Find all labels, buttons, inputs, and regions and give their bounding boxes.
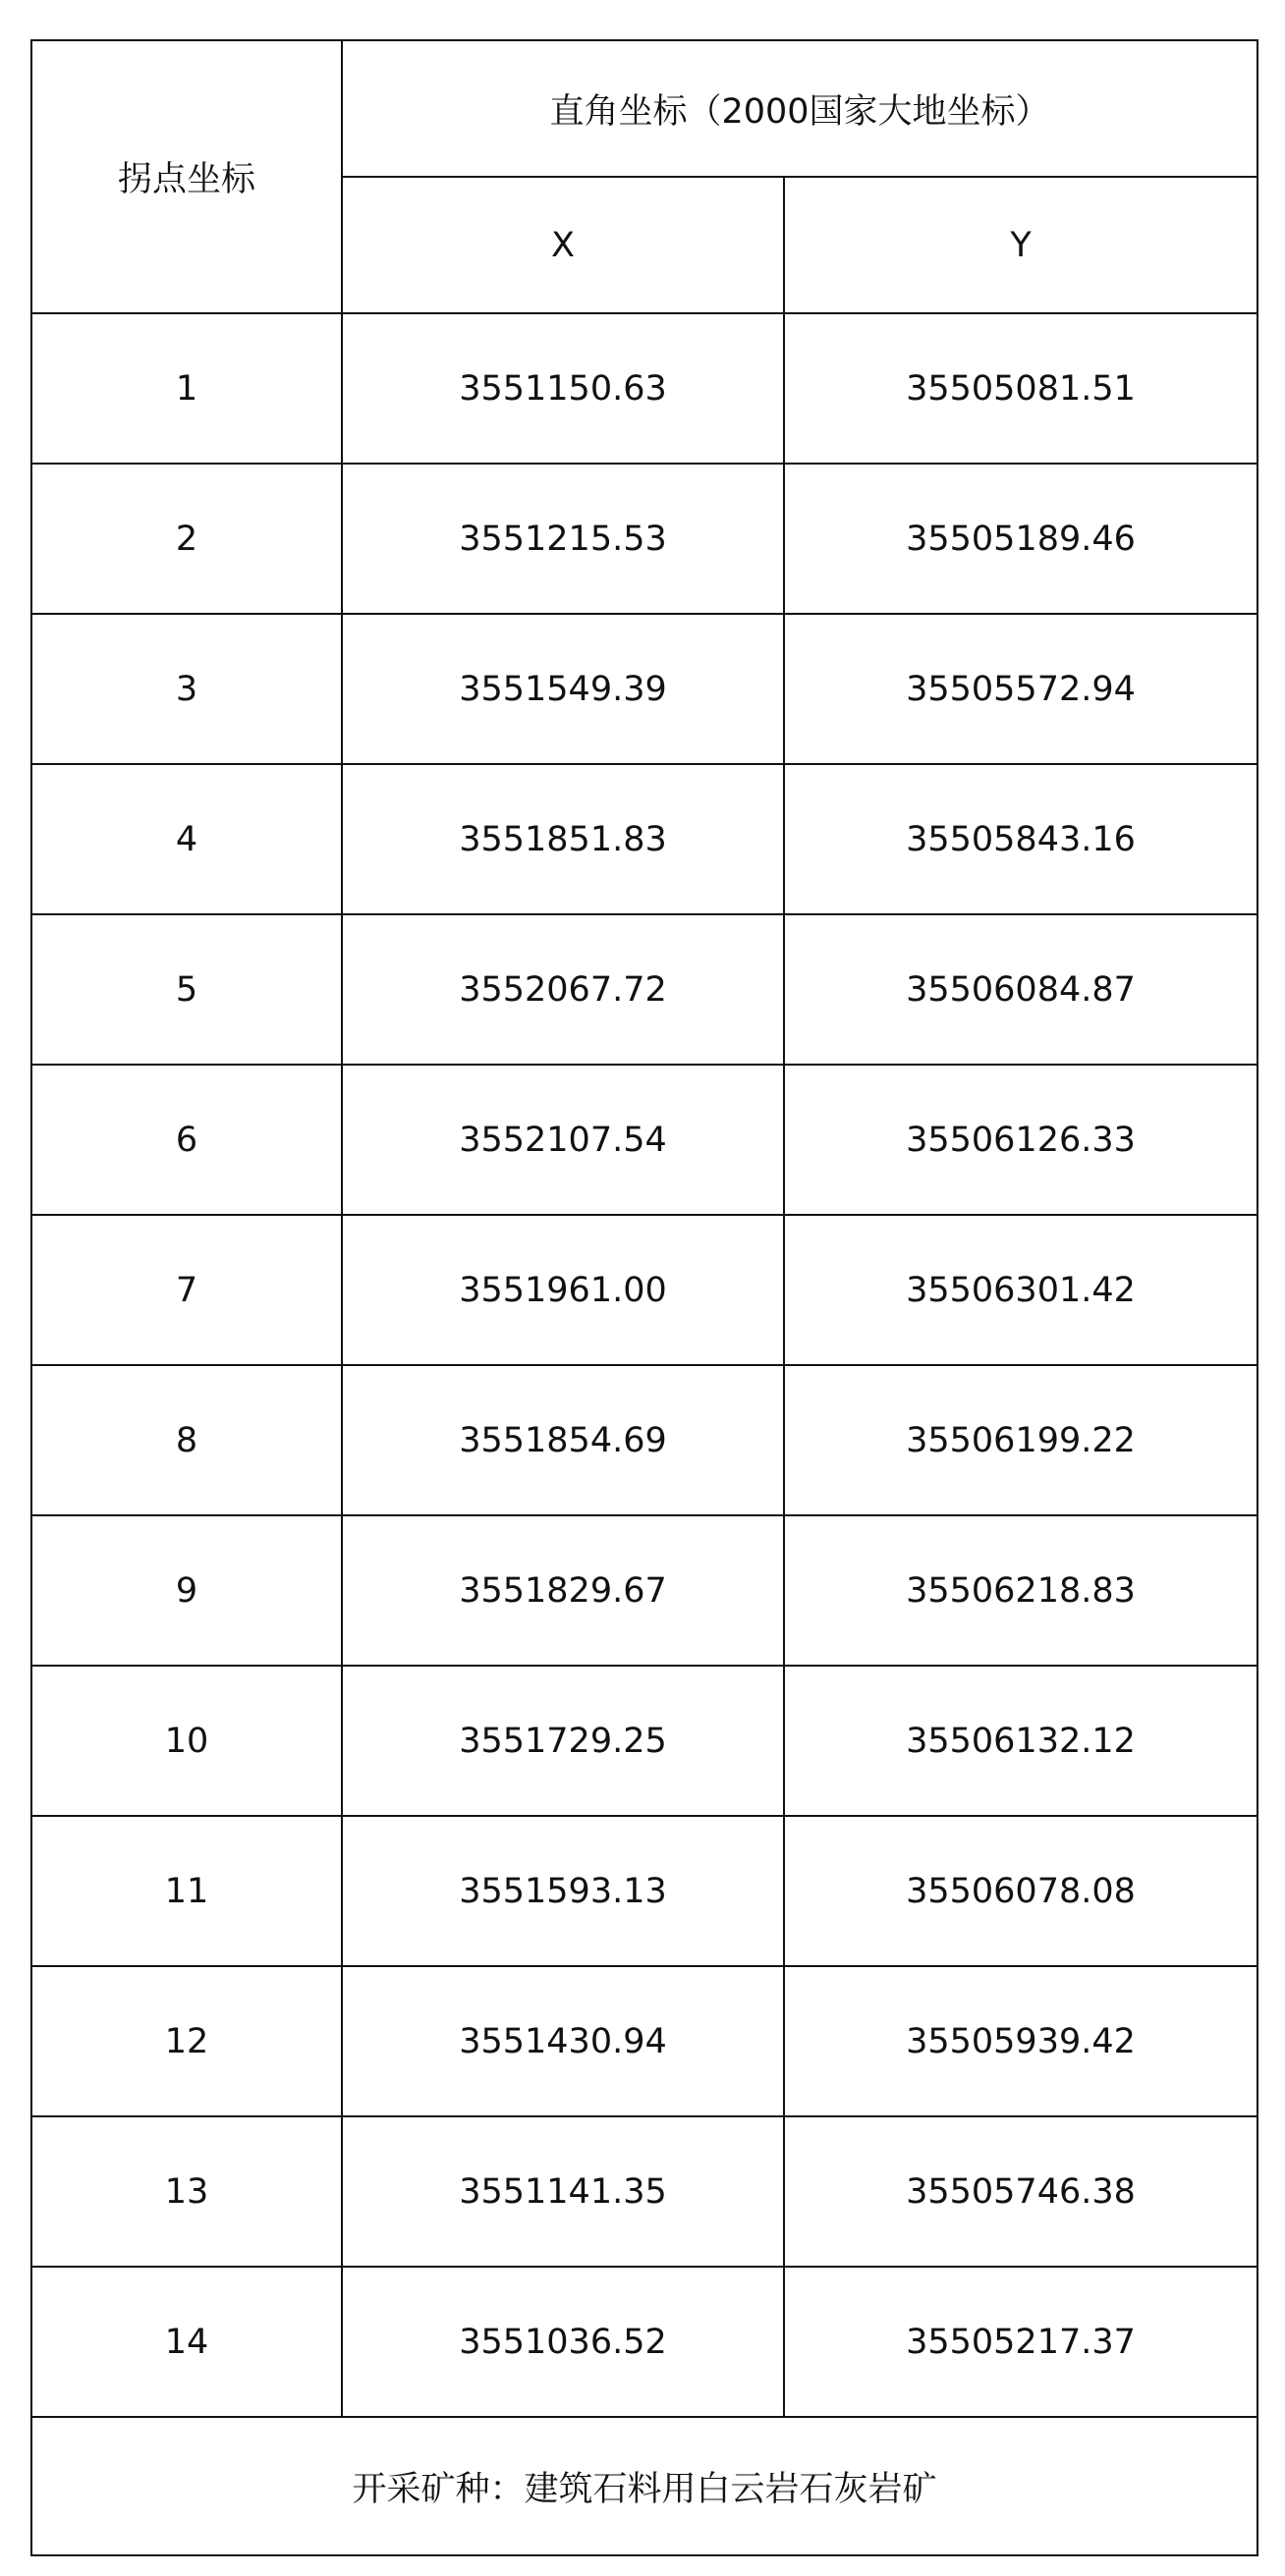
x-coordinate-cell: 3551215.53 [342, 464, 784, 614]
column-header-x: X [342, 177, 784, 313]
y-coordinate-cell: 35505217.37 [784, 2267, 1257, 2417]
table-row [31, 313, 1257, 464]
table-row [31, 614, 1257, 764]
table-row [31, 1215, 1257, 1365]
y-coordinate-cell: 35505939.42 [784, 1966, 1257, 2116]
table-row [31, 764, 1257, 914]
x-coordinate-cell: 3552107.54 [342, 1065, 784, 1215]
x-coordinate-cell: 3551036.52 [342, 2267, 784, 2417]
header-row-1 [31, 40, 1257, 177]
x-coordinate-cell: 3551593.13 [342, 1816, 784, 1966]
x-coordinate-cell: 3551961.00 [342, 1215, 784, 1365]
footer-row [31, 2417, 1257, 2555]
table-row [31, 1816, 1257, 1966]
x-coordinate-cell: 3551150.63 [342, 313, 784, 464]
y-coordinate-cell: 35505843.16 [784, 764, 1257, 914]
table-body [31, 40, 1257, 2555]
table-row [31, 2267, 1257, 2417]
point-id-cell: 14 [31, 2267, 342, 2417]
point-id-cell: 12 [31, 1966, 342, 2116]
point-id-cell: 13 [31, 2116, 342, 2267]
table-row [31, 1515, 1257, 1666]
table-row [31, 914, 1257, 1065]
coordinate-table [30, 39, 1258, 2556]
point-id-cell: 5 [31, 914, 342, 1065]
table-row [31, 1365, 1257, 1515]
mineral-type-note: 开采矿种：建筑石料用白云岩石灰岩矿 [31, 2417, 1257, 2555]
x-coordinate-cell: 3551729.25 [342, 1666, 784, 1816]
table-row [31, 464, 1257, 614]
y-coordinate-cell: 35505081.51 [784, 313, 1257, 464]
x-coordinate-cell: 3551549.39 [342, 614, 784, 764]
y-coordinate-cell: 35506301.42 [784, 1215, 1257, 1365]
y-coordinate-cell: 35506218.83 [784, 1515, 1257, 1666]
point-id-cell: 8 [31, 1365, 342, 1515]
x-coordinate-cell: 3551829.67 [342, 1515, 784, 1666]
column-header-y: Y [784, 177, 1257, 313]
point-id-cell: 4 [31, 764, 342, 914]
y-coordinate-cell: 35505746.38 [784, 2116, 1257, 2267]
table-row [31, 2116, 1257, 2267]
point-id-cell: 1 [31, 313, 342, 464]
y-coordinate-cell: 35505189.46 [784, 464, 1257, 614]
y-coordinate-cell: 35506084.87 [784, 914, 1257, 1065]
y-coordinate-cell: 35506078.08 [784, 1816, 1257, 1966]
y-coordinate-cell: 35505572.94 [784, 614, 1257, 764]
point-id-cell: 3 [31, 614, 342, 764]
corner-header-cell: 拐点坐标 [31, 40, 342, 313]
table-row [31, 1966, 1257, 2116]
point-id-cell: 2 [31, 464, 342, 614]
x-coordinate-cell: 3551851.83 [342, 764, 784, 914]
point-id-cell: 9 [31, 1515, 342, 1666]
point-id-cell: 6 [31, 1065, 342, 1215]
point-id-cell: 11 [31, 1816, 342, 1966]
y-coordinate-cell: 35506132.12 [784, 1666, 1257, 1816]
point-id-cell: 7 [31, 1215, 342, 1365]
y-coordinate-cell: 35506199.22 [784, 1365, 1257, 1515]
group-header-cell: 直角坐标（2000国家大地坐标） [342, 40, 1257, 177]
table-row [31, 1065, 1257, 1215]
x-coordinate-cell: 3551430.94 [342, 1966, 784, 2116]
x-coordinate-cell: 3552067.72 [342, 914, 784, 1065]
x-coordinate-cell: 3551141.35 [342, 2116, 784, 2267]
table-row [31, 1666, 1257, 1816]
x-coordinate-cell: 3551854.69 [342, 1365, 784, 1515]
point-id-cell: 10 [31, 1666, 342, 1816]
y-coordinate-cell: 35506126.33 [784, 1065, 1257, 1215]
